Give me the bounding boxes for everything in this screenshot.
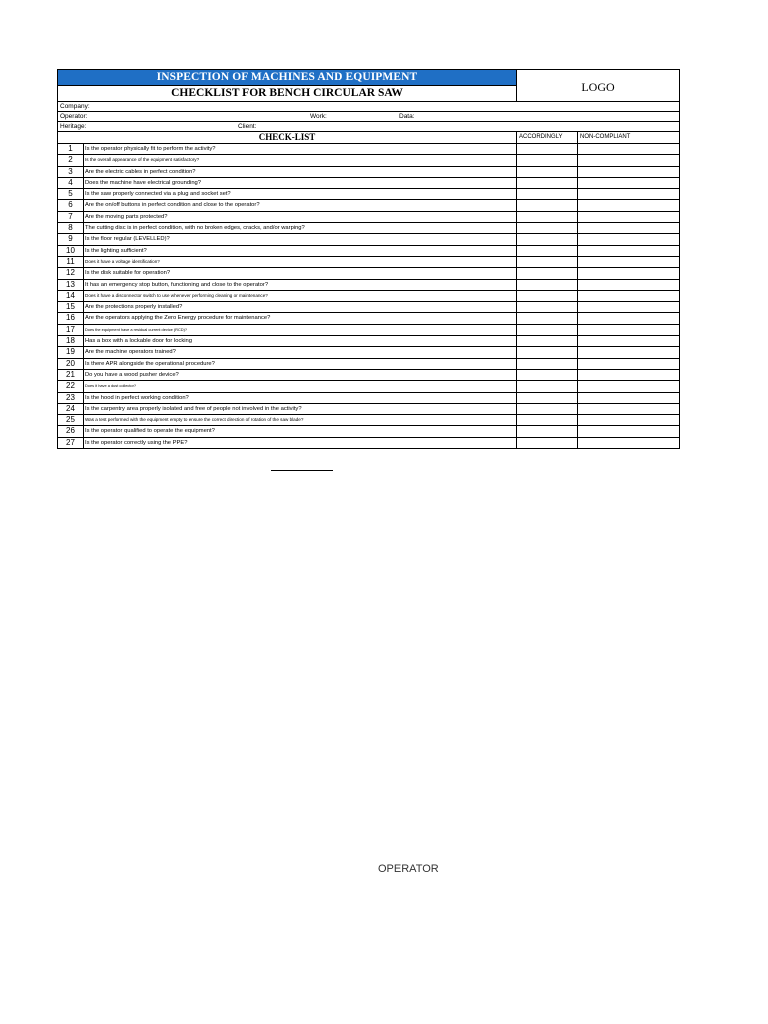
noncompliant-cell[interactable]	[578, 359, 679, 369]
item-question: Are the protections properly installed?	[84, 302, 517, 312]
noncompliant-cell[interactable]	[578, 189, 679, 199]
item-question: Is the overall appearance of the equipment satisfactory?	[84, 155, 517, 165]
sheet-header	[58, 70, 679, 102]
item-question: It has an emergency stop button, functioning and close to the operator?	[84, 280, 517, 290]
operator-row	[58, 112, 679, 122]
item-number: 22	[58, 381, 84, 391]
item-number: 3	[58, 167, 84, 177]
item-number: 26	[58, 426, 84, 436]
table-row	[58, 223, 679, 234]
item-number: 23	[58, 393, 84, 403]
item-question: Is the operator physically fit to perform the activity?	[84, 144, 517, 154]
accordingly-cell[interactable]	[517, 438, 578, 448]
accordingly-cell[interactable]	[517, 200, 578, 210]
item-question: The cutting disc is in perfect condition, with no broken edges, cracks, and/or warping?	[84, 223, 517, 233]
table-row	[58, 291, 679, 302]
noncompliant-cell[interactable]	[578, 381, 679, 391]
accordingly-cell[interactable]	[517, 426, 578, 436]
table-row	[58, 370, 679, 381]
item-question: Is the disk suitable for operation?	[84, 268, 517, 278]
noncompliant-cell[interactable]	[578, 223, 679, 233]
accordingly-cell[interactable]	[517, 212, 578, 222]
item-number: 9	[58, 234, 84, 244]
item-question: Was a test performed with the equipment empty to ensure the correct direction of rotation of the saw blade?	[84, 415, 517, 425]
accordingly-cell[interactable]	[517, 223, 578, 233]
checklist-rows	[58, 144, 679, 449]
noncompliant-cell[interactable]	[578, 291, 679, 301]
item-number: 15	[58, 302, 84, 312]
table-row	[58, 415, 679, 426]
sheet-subtitle: CHECKLIST FOR BENCH CIRCULAR SAW	[58, 85, 516, 101]
item-question: Is the operator qualified to operate the equipment?	[84, 426, 517, 436]
accordingly-cell[interactable]	[517, 144, 578, 154]
item-question: Is there APR alongside the operational procedure?	[84, 359, 517, 369]
noncompliant-cell[interactable]	[578, 234, 679, 244]
item-number: 6	[58, 200, 84, 210]
inspection-sheet	[57, 69, 680, 449]
item-number: 21	[58, 370, 84, 380]
table-row	[58, 189, 679, 200]
item-number: 8	[58, 223, 84, 233]
item-question: Is the saw properly connected via a plug and socket set?	[84, 189, 517, 199]
table-row	[58, 438, 679, 449]
item-question: Is the hood in perfect working condition?	[84, 393, 517, 403]
heritage-label: Heritage:	[60, 123, 87, 130]
signature-line	[271, 470, 333, 471]
table-row	[58, 426, 679, 437]
table-row	[58, 212, 679, 223]
noncompliant-cell[interactable]	[578, 370, 679, 380]
item-question: Is the operator correctly using the PPE?	[84, 438, 517, 448]
item-question: Are the moving parts protected?	[84, 212, 517, 222]
item-number: 24	[58, 404, 84, 414]
item-question: Do you have a wood pusher device?	[84, 370, 517, 380]
table-row	[58, 359, 679, 370]
noncompliant-cell[interactable]	[578, 200, 679, 210]
item-question: Does it have a voltage identification?	[84, 257, 517, 267]
item-question: Does it have a dust collector?	[84, 381, 517, 391]
noncompliant-cell[interactable]	[578, 246, 679, 256]
accordingly-cell[interactable]	[517, 359, 578, 369]
accordingly-cell[interactable]	[517, 189, 578, 199]
client-label: Client:	[238, 123, 257, 130]
noncompliant-cell[interactable]	[578, 393, 679, 403]
operator-signature-label: OPERATOR	[378, 863, 439, 875]
item-question: Has a box with a lockable door for locking	[84, 336, 517, 346]
item-number: 13	[58, 280, 84, 290]
item-question: Does the equipment have a residual current device (RCD)?	[84, 325, 517, 335]
item-number: 27	[58, 438, 84, 448]
item-number: 5	[58, 189, 84, 199]
accordingly-cell[interactable]	[517, 302, 578, 312]
item-number: 19	[58, 347, 84, 357]
item-question: Is the carpentry area properly isolated and free of people not involved in the activity?	[84, 404, 517, 414]
item-number: 11	[58, 257, 84, 267]
noncompliant-cell[interactable]	[578, 415, 679, 425]
item-number: 17	[58, 325, 84, 335]
noncompliant-cell[interactable]	[578, 426, 679, 436]
accordingly-cell[interactable]	[517, 257, 578, 267]
noncompliant-cell[interactable]	[578, 325, 679, 335]
item-number: 7	[58, 212, 84, 222]
data-label: Data:	[399, 113, 415, 120]
work-label: Work:	[310, 113, 327, 120]
accordingly-cell[interactable]	[517, 246, 578, 256]
accordingly-cell[interactable]	[517, 291, 578, 301]
table-row	[58, 257, 679, 268]
accordingly-cell[interactable]	[517, 280, 578, 290]
table-row	[58, 313, 679, 324]
noncompliant-cell[interactable]	[578, 155, 679, 165]
logo-placeholder: LOGO	[581, 79, 615, 94]
item-number: 25	[58, 415, 84, 425]
accordingly-cell[interactable]	[517, 178, 578, 188]
accordingly-column-header: ACCORDINGLY	[517, 132, 578, 143]
header-titles	[58, 70, 517, 101]
item-number: 18	[58, 336, 84, 346]
noncompliant-cell[interactable]	[578, 268, 679, 278]
noncompliant-cell[interactable]	[578, 178, 679, 188]
table-row	[58, 246, 679, 257]
item-number: 4	[58, 178, 84, 188]
noncompliant-cell[interactable]	[578, 336, 679, 346]
accordingly-cell[interactable]	[517, 347, 578, 357]
checklist-header	[58, 132, 679, 144]
accordingly-cell[interactable]	[517, 234, 578, 244]
noncompliant-cell[interactable]	[578, 404, 679, 414]
table-row	[58, 144, 679, 155]
noncompliant-cell[interactable]	[578, 167, 679, 177]
operator-label: Operator:	[60, 113, 88, 120]
item-number: 12	[58, 268, 84, 278]
item-number: 20	[58, 359, 84, 369]
item-question: Are the machine operators trained?	[84, 347, 517, 357]
item-question: Is the floor regular (LEVELLED)?	[84, 234, 517, 244]
noncompliant-cell[interactable]	[578, 212, 679, 222]
item-question: Is the lighting sufficient?	[84, 246, 517, 256]
sheet-title: INSPECTION OF MACHINES AND EQUIPMENT	[58, 70, 516, 85]
table-row	[58, 167, 679, 178]
checklist-title: CHECK-LIST	[58, 132, 517, 143]
item-question: Are the operators applying the Zero Energy procedure for maintenance?	[84, 313, 517, 323]
company-row	[58, 102, 679, 112]
item-number: 1	[58, 144, 84, 154]
item-question: Does the machine have electrical grounding?	[84, 178, 517, 188]
item-question: Are the electric cables in perfect condition?	[84, 167, 517, 177]
accordingly-cell[interactable]	[517, 370, 578, 380]
item-number: 10	[58, 246, 84, 256]
noncompliant-cell[interactable]	[578, 438, 679, 448]
noncompliant-cell[interactable]	[578, 302, 679, 312]
accordingly-cell[interactable]	[517, 155, 578, 165]
accordingly-cell[interactable]	[517, 393, 578, 403]
table-row	[58, 393, 679, 404]
heritage-row	[58, 122, 679, 132]
accordingly-cell[interactable]	[517, 404, 578, 414]
accordingly-cell[interactable]	[517, 268, 578, 278]
item-question: Does it have a disconnector switch to use whenever performing cleaning or maintenance?	[84, 291, 517, 301]
table-row	[58, 347, 679, 358]
table-row	[58, 155, 679, 166]
accordingly-cell[interactable]	[517, 167, 578, 177]
item-number: 16	[58, 313, 84, 323]
noncompliant-column-header: NON-COMPLIANT	[580, 134, 631, 140]
item-number: 14	[58, 291, 84, 301]
noncompliant-cell[interactable]	[578, 257, 679, 267]
noncompliant-cell[interactable]	[578, 347, 679, 357]
item-number: 2	[58, 155, 84, 165]
table-row	[58, 178, 679, 189]
table-row	[58, 200, 679, 211]
accordingly-cell[interactable]	[517, 381, 578, 391]
noncompliant-cell[interactable]	[578, 280, 679, 290]
accordingly-cell[interactable]	[517, 313, 578, 323]
table-row	[58, 234, 679, 245]
table-row	[58, 302, 679, 313]
noncompliant-cell[interactable]	[578, 313, 679, 323]
table-row	[58, 280, 679, 291]
accordingly-cell[interactable]	[517, 415, 578, 425]
item-question: Are the on/off buttons in perfect condition and close to the operator?	[84, 200, 517, 210]
table-row	[58, 325, 679, 336]
noncompliant-cell[interactable]	[578, 144, 679, 154]
table-row	[58, 268, 679, 279]
table-row	[58, 336, 679, 347]
table-row	[58, 404, 679, 415]
accordingly-cell[interactable]	[517, 325, 578, 335]
accordingly-cell[interactable]	[517, 336, 578, 346]
table-row	[58, 381, 679, 392]
company-label: Company:	[60, 103, 90, 110]
